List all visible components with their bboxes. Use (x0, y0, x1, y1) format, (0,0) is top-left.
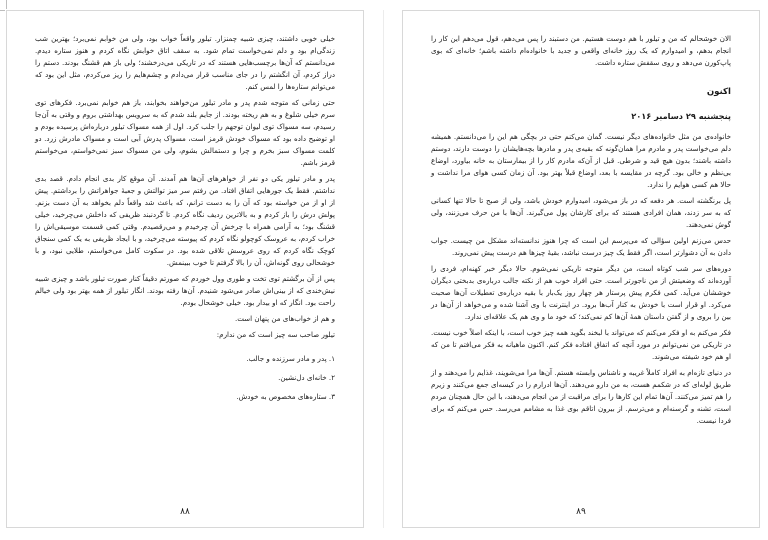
left-page-text (35, 33, 335, 410)
book-gutter (383, 10, 384, 528)
list-item: ۳. ستاره‌های مخصوص به خودش. (236, 392, 335, 401)
page-89 (402, 10, 760, 528)
paragraph: حدس می‌زنم اولین سؤالی که می‌پرسم این است که چرا هنوز ندانسته‌اند مشکل من چیست. جواب دادن به آن دشوارتر است، اگر فقط یک چیز درست نباشد، بقیهٔ چیزها هم درست پیش نمی‌روند. (431, 236, 731, 257)
paragraph: پدر و مادر تیلور یکی دو نفر از خواهرهای آن‌ها هم آمدند. آن موقع کار بدی انجام دادم. قصد بدی نداشتم. فقط یک جورهایی اتفاق افتاد. من رفتم سر میز توالتش و جعبهٔ جواهراتش را برداشتم. پیش از او از من خواسته بود که آن را به دست ترانم، که باعث شد واقعاً دلم بخواهد به آن دست بزنم. پولش درش را باز کردم و به بالاترین ردیف نگاه کردم. تا گردنبند ظریفی که داخلش می‌چرخید، خیلی قشنگ بود؛ به آرامی همراه با چرخش آن چرخیدم و می‌رقصیدم. وقتی کمی قسمت موسیقی‌اش را خراب کردم، به عروسک کوچولو نگاه کردم که پیوسته می‌چرخید، و با ایجاد ظریفی به یک کمی سنجاق کوچک نگاه کردم که روی عروسش تلاقی شده بود. در سکوت کامل می‌خواستم، طلایی نبود، و با خوشحالی روی گونه‌اش، آن را بالا گرفتم تا خوب ببینمش. (35, 174, 335, 267)
page-number: ۸۹ (576, 507, 586, 517)
list-item: ۲. خانه‌ای دل‌نشین. (278, 373, 335, 382)
list-intro: تیلور صاحب سه چیز است که من ندارم: (216, 330, 335, 339)
paragraph: حتی زمانی که متوجه شدم پدر و مادر تیلور من‌خواهند بخوابند، باز هم خوابم نمی‌برد. فکرهای توی سرم خیلی شلوغ و به هم ریخته بودند. از جایم بلند شدم که به سرویس بهداشتی بروم و وقتی به آن‌جا رسیدم، سه مسواک توی لیوان توجهم را جلب کرد. اول از همه مسواک تیلور درباره‌اش پرسیده بودم و او توضیح داده بود که مسواک خودش قرمز است، مسواک پدرش آبی است و مسواک مادرش زرد. دو کلمت مسواک سبز بخرم و چرا و دستمالش بشوم، ولی من مسواک سبز نمی‌خواستم، می‌خواستم قرمز باشم. (35, 98, 335, 167)
page-88 (6, 10, 364, 528)
diary-date-heading: پنجشنبه ۲۹ دسامبر ۲۰۱۶ (631, 111, 731, 121)
intro-paragraph: الان خوشحالم که من و تیلور با هم دوست هستیم. من دستبند را پس می‌دهم، قول می‌دهم این کار را انجام بدهم، و امیدوارم که یک روز خانه‌ای واقعی و جدید با خانواده‌ام داشته باشم؛ خانه‌ای که بوی پاپ‌کورن می‌دهد و روی سقفش ستاره داشت. (431, 34, 731, 67)
paragraph: دوره‌های سر شب کوتاه است، من دیگر متوجه تاریکی نمی‌شوم. حالا دیگر خبر کهنه‌ام، فردی را آورده‌اند که وضعیتش از من ناجورتر است. حتی افراد خوب هم از نکته جالب درباره‌ی بدبختی دیگران خوششان می‌آید. کمی فکرم پیش پرستار هر چهار روز یک‌بار با بقیه درباره‌ی تعطیلات آن‌ها صحبت می‌کرد. او قرار است با خودش به کنار آب‌ها برود. در اینترنت با وی آشنا شده و می‌خواهد از آن‌ها در بین را بروی و از گفتن داستان همهٔ آن‌ها کم نمی‌کند؛ که خود ما و وی هم یک علاقه‌ای ندارد. (431, 264, 731, 321)
paragraph: پس از آن برگشتم توی تخت و طوری وول خوردم که صورتم دقیقاً کنار صورت تیلور باشد و چیزی شبیه نیش‌خندی که از بینی‌اش صادر می‌شود شنیدم. آن‌ها رفته بودند. انگار تیلور از همه بهتر بود ولی خیالم راحت بود. انگار که او بیدار بود. خیلی خوشحال بودم. (35, 274, 335, 307)
paragraph: و هم از خواب‌های من پنهان است. (234, 314, 335, 323)
paragraph: خانواده‌ی من مثل خانواده‌های دیگر نیست. گمان می‌کنم حتی در بچگی هم این را می‌دانستم. همیشه دلم می‌خواست پدر و مادرم مرا همان‌گونه که بقیه‌ی پدر و مادرها بچه‌هایشان را دوست دارند، دوستم داشته باشند؛ بدون هیچ قید و شرطی. قبل از آن‌که مادرم کار را از بیمارستان به خانه بیاورد، اوضاع بی‌نظم و خالی بود. گرچه در مقایسه با بعد، اوضاع قبلاً بهتر بود. آن زمان کسی هوای مرا نداشت و حالا هم کسی هوایم را ندارد. (431, 132, 731, 189)
paragraph: خیلی خوبی داشتند، چیزی شبیه چمنزار. تیلور واقعاً خواب بود، ولی من خوابم نمی‌برد؛ بهترین شب زندگی‌ام بود و دلم نمی‌خواست تمام شود. به سقف اتاق خوابش نگاه کردم و هنوز ستاره دیدم. می‌دانستم که آن‌ها برچسب‌هایی هستند که در تاریکی می‌درخشند؛ ولی باز هم قشنگ بودند. دستم را دراز کردم، آن انگشتم را در جای مناسب قرار می‌دادم و چشم‌هایم را ریز می‌کردم، مثل این بود که می‌توانم ستاره‌ها را لمس کنم. (35, 34, 335, 91)
page-number: ۸۸ (180, 507, 190, 517)
crop-mark (6, 0, 7, 9)
right-page-text (431, 33, 731, 431)
crop-mark (0, 10, 5, 11)
list-item: ۱. پدر و مادر سرزنده و جالب. (246, 354, 335, 363)
paragraph: در دنیای تازه‌ام به افراد کاملاً غریبه و ناشناس وابسته هستم. آن‌ها مرا می‌شویند، غذایم را می‌دهند و از طریق لوله‌ای که در شکمم هست، به من دارو می‌دهند. آن‌ها ادرارم را در کیسه‌ای جمع می‌کنند و زیرم را هم تمیز می‌کنند. آن‌ها تمام این کارها را برای مراقبت از من انجام می‌دهند، با این حال همچنان مردم است، تشنه و گرسنه‌ام و می‌ترسم. از بیرون اتاقم بوی غذا به مشامم می‌رسد. حس می‌کنم که برای فردا نیست. (431, 368, 731, 425)
numbered-list (35, 353, 335, 403)
paragraph: پل برنگشته است. هر دفعه که در باز می‌شود، امیدوارم خودش باشد، ولی از صبح تا حالا تنها کسانی که به سر زدند، همان افرادی هستند که برای کارشان پول می‌گیرند. آن‌ها با من حرف می‌زنند، ولی گوش نمی‌دهند. (431, 196, 731, 229)
section-title: اکنون (706, 87, 731, 97)
paragraph: فکر می‌کنم به او فکر می‌کنم که می‌تواند با لبخند بگوید همه چیز خوب است، با اینکه اصلاً خوب نیست. در تاریکی من نمی‌توانم در مورد آنچه که اتفاق افتاده فکر کنم. اکنون ماهیانه به فکر می‌افتم تا من که او هم خود شیفته می‌شوند. (431, 328, 731, 361)
